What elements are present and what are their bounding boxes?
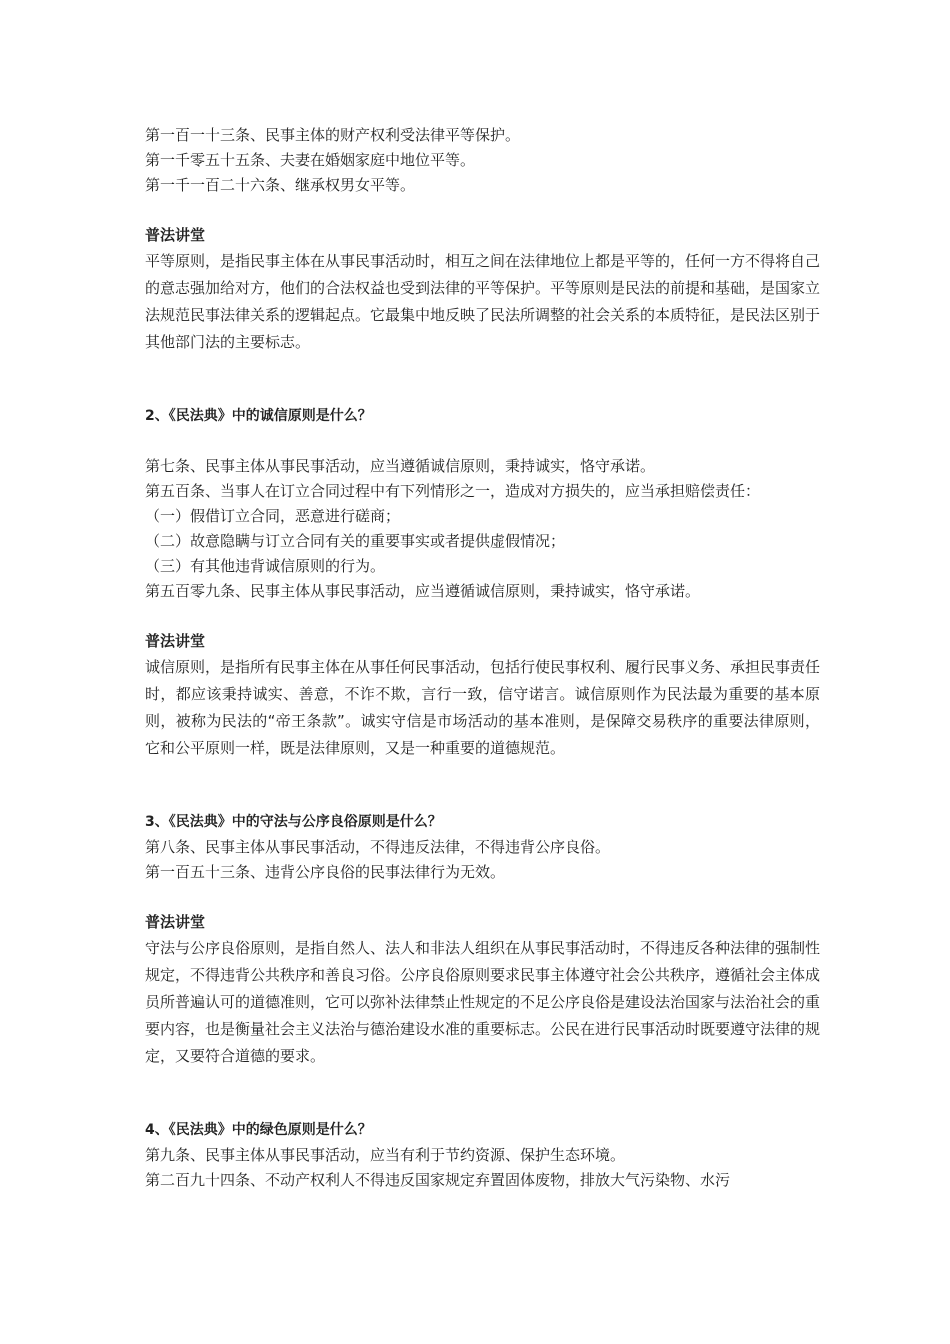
article-line: （二）故意隐瞒与订立合同有关的重要事实或者提供虚假情况；: [145, 532, 566, 550]
article-line: 第五百零九条、民事主体从事民事活动，应当遵循诚信原则，秉持诚实，恪守承诺。: [145, 582, 701, 600]
question-section-4: [145, 1118, 820, 1193]
question-title: 4、《民法典》中的绿色原则是什么？: [145, 1122, 372, 1138]
article-line: 第一百一十三条、民事主体的财产权利受法律平等保护。: [145, 126, 521, 144]
article-line: 第一百五十三条、违背公序良俗的民事法律行为无效。: [145, 863, 506, 881]
lecture-text: 守法与公序良俗原则，是指自然人、法人和非法人组织在从事民事活动时，不得违反各种法律的强制性规定，不得违背公共秩序和善良习俗。公序良俗原则要求民事主体遵守社会公共秩序，遵循社会主体成员所普遍认可的道德准则，它可以弥补法律禁止性规定的不足公序良俗是建设法治国家与法治社会的重要内容，也是衡量社会主义法治与德治建设水准的重要标志。公民在进行民事活动时既要遵守法律的规定，又要符合道德的要求。: [145, 939, 821, 1065]
article-line: 第二百九十四条、不动产权利人不得违反国家规定弃置固体废物，排放大气污染物、水污: [145, 1171, 731, 1189]
lecture-text: 诚信原则，是指所有民事主体在从事任何民事活动，包括行使民事权利、履行民事义务、承担民事责任时，都应该秉持诚实、善意，不诈不欺，言行一致，信守诺言。诚信原则作为民法最为重要的基本原则，被称为民法的“帝王条款”。诚实守信是市场活动的基本准则，是保障交易秩序的重要法律原则，它和公平原则一样，既是法律原则，又是一种重要的道德规范。: [145, 658, 821, 757]
article-line: （一）假借订立合同，恶意进行磋商；: [145, 507, 401, 525]
question-section-2: [145, 404, 820, 762]
article-line: 第七条、民事主体从事民事活动，应当遵循诚信原则，秉持诚实，恪守承诺。: [145, 457, 656, 475]
question-title: 3、《民法典》中的守法与公序良俗原则是什么？: [145, 814, 442, 830]
article-line: 第八条、民事主体从事民事活动，不得违反法律，不得违背公序良俗。: [145, 838, 611, 856]
article-line: 第九条、民事主体从事民事活动，应当有利于节约资源、保护生态环境。: [145, 1146, 626, 1164]
lecture-title: 普法讲堂: [145, 913, 206, 931]
article-line: 第一千零五十五条、夫妻在婚姻家庭中地位平等。: [145, 151, 476, 169]
lecture-title: 普法讲堂: [145, 632, 206, 650]
lecture-text: 平等原则，是指民事主体在从事民事活动时，相互之间在法律地位上都是平等的，任何一方不得将自己的意志强加给对方，他们的合法权益也受到法律的平等保护。平等原则是民法的前提和基础，是国家立法规范民事法律关系的逻辑起点。它最集中地反映了民法所调整的社会关系的本质特征，是民法区别于其他部门法的主要标志。: [145, 252, 821, 351]
lecture-title: 普法讲堂: [145, 226, 206, 244]
article-line: 第五百条、当事人在订立合同过程中有下列情形之一，造成对方损失的，应当承担赔偿责任：: [145, 482, 761, 500]
question-section-3: [145, 810, 820, 1070]
lecture-block-1: [145, 223, 820, 356]
question-title: 2、《民法典》中的诚信原则是什么？: [145, 408, 372, 424]
intro-articles: [145, 123, 820, 198]
article-line: 第一千一百二十六条、继承权男女平等。: [145, 176, 416, 194]
article-line: （三）有其他违背诚信原则的行为。: [145, 557, 386, 575]
